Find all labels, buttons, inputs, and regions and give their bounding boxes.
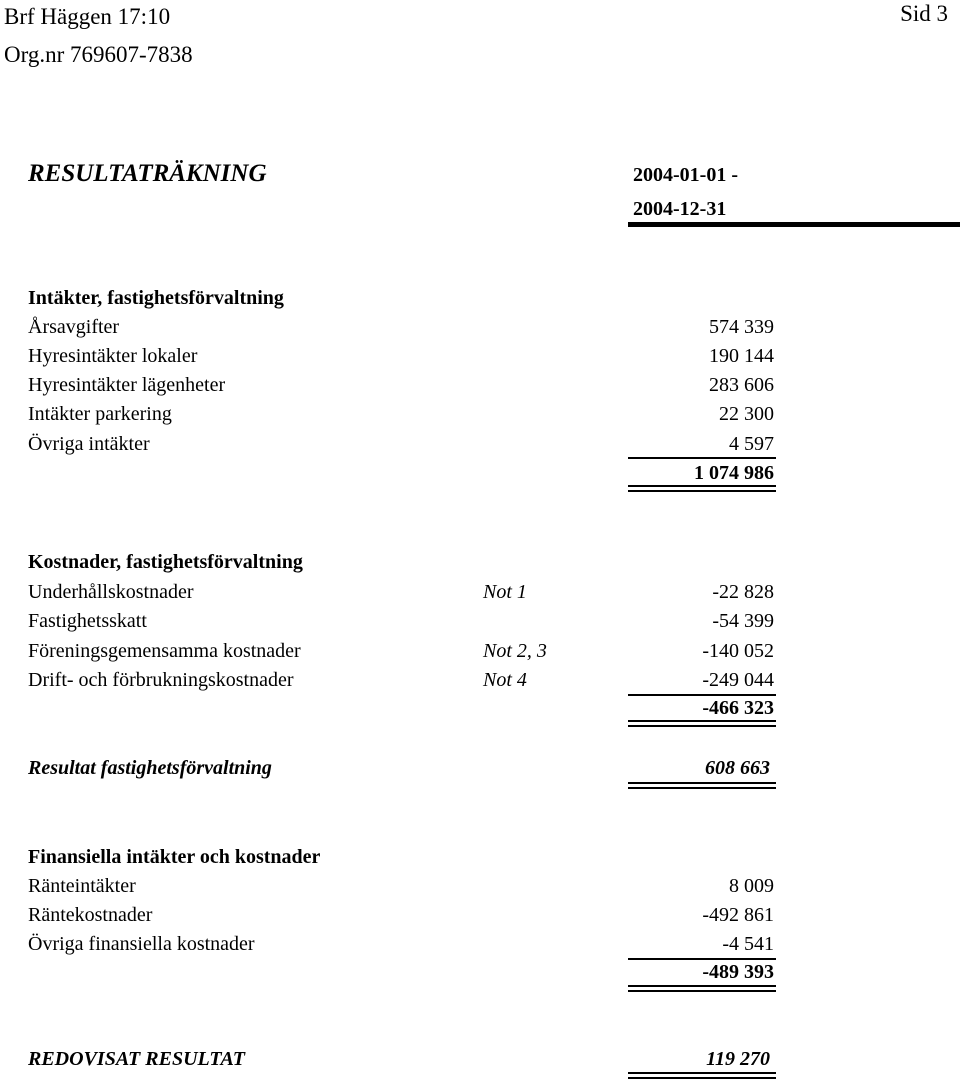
total-double-line <box>628 725 776 727</box>
total-double-line <box>628 782 776 784</box>
financial-total: -489 393 <box>702 961 774 983</box>
total-double-line <box>628 490 776 492</box>
cost-row-value: -140 052 <box>702 640 774 662</box>
cost-row-label: Fastighetsskatt <box>28 610 147 632</box>
final-result-label: REDOVISAT RESULTAT <box>28 1048 245 1070</box>
result-property-label: Resultat fastighetsförvaltning <box>28 757 272 779</box>
cost-row-label: Underhållskostnader <box>28 581 194 603</box>
statement-title: RESULTATRÄKNING <box>28 160 267 187</box>
financial-row-value: -4 541 <box>722 933 774 955</box>
income-row-label: Hyresintäkter lokaler <box>28 345 198 367</box>
cost-row-note: Not 1 <box>483 581 527 603</box>
cost-row-label: Drift- och förbrukningskostnader <box>28 669 294 691</box>
subtotal-line <box>628 457 776 459</box>
income-row-value: 574 339 <box>709 316 774 338</box>
income-total: 1 074 986 <box>694 462 774 484</box>
financial-row-value: 8 009 <box>729 875 774 897</box>
result-property-value: 608 663 <box>705 757 770 779</box>
financial-row-value: -492 861 <box>702 904 774 926</box>
period-start: 2004-01-01 - <box>633 164 738 186</box>
final-result-value: 119 270 <box>706 1048 770 1070</box>
total-double-line <box>628 985 776 987</box>
header-rule <box>628 222 960 227</box>
financial-heading: Finansiella intäkter och kostnader <box>28 846 321 868</box>
income-row-label: Årsavgifter <box>28 316 120 338</box>
income-row-value: 4 597 <box>729 433 774 455</box>
financial-row-label: Ränteintäkter <box>28 875 136 897</box>
total-double-line <box>628 1072 776 1074</box>
total-double-line <box>628 990 776 992</box>
total-double-line <box>628 720 776 722</box>
total-double-line <box>628 1077 776 1079</box>
financial-row-label: Övriga finansiella kostnader <box>28 933 255 955</box>
page-number: Sid 3 <box>900 1 948 26</box>
org-number: Org.nr 769607-7838 <box>4 42 193 67</box>
cost-row-note: Not 4 <box>483 669 527 691</box>
cost-row-value: -54 399 <box>712 610 774 632</box>
cost-row-value: -249 044 <box>702 669 774 691</box>
income-heading: Intäkter, fastighetsförvaltning <box>28 287 284 309</box>
cost-row-note: Not 2, 3 <box>483 640 547 662</box>
income-row-label: Hyresintäkter lägenheter <box>28 374 226 396</box>
income-row-value: 22 300 <box>719 403 774 425</box>
income-row-value: 283 606 <box>709 374 774 396</box>
total-double-line <box>628 485 776 487</box>
income-row-label: Intäkter parkering <box>28 403 172 425</box>
income-row-label: Övriga intäkter <box>28 433 150 455</box>
costs-total: -466 323 <box>702 697 774 719</box>
cost-row-value: -22 828 <box>712 581 774 603</box>
cost-row-label: Föreningsgemensamma kostnader <box>28 640 301 662</box>
company-name: Brf Häggen 17:10 <box>4 4 171 29</box>
costs-heading: Kostnader, fastighetsförvaltning <box>28 551 303 573</box>
financial-row-label: Räntekostnader <box>28 904 153 926</box>
income-row-value: 190 144 <box>709 345 774 367</box>
period-end: 2004-12-31 <box>633 198 727 220</box>
total-double-line <box>628 787 776 789</box>
